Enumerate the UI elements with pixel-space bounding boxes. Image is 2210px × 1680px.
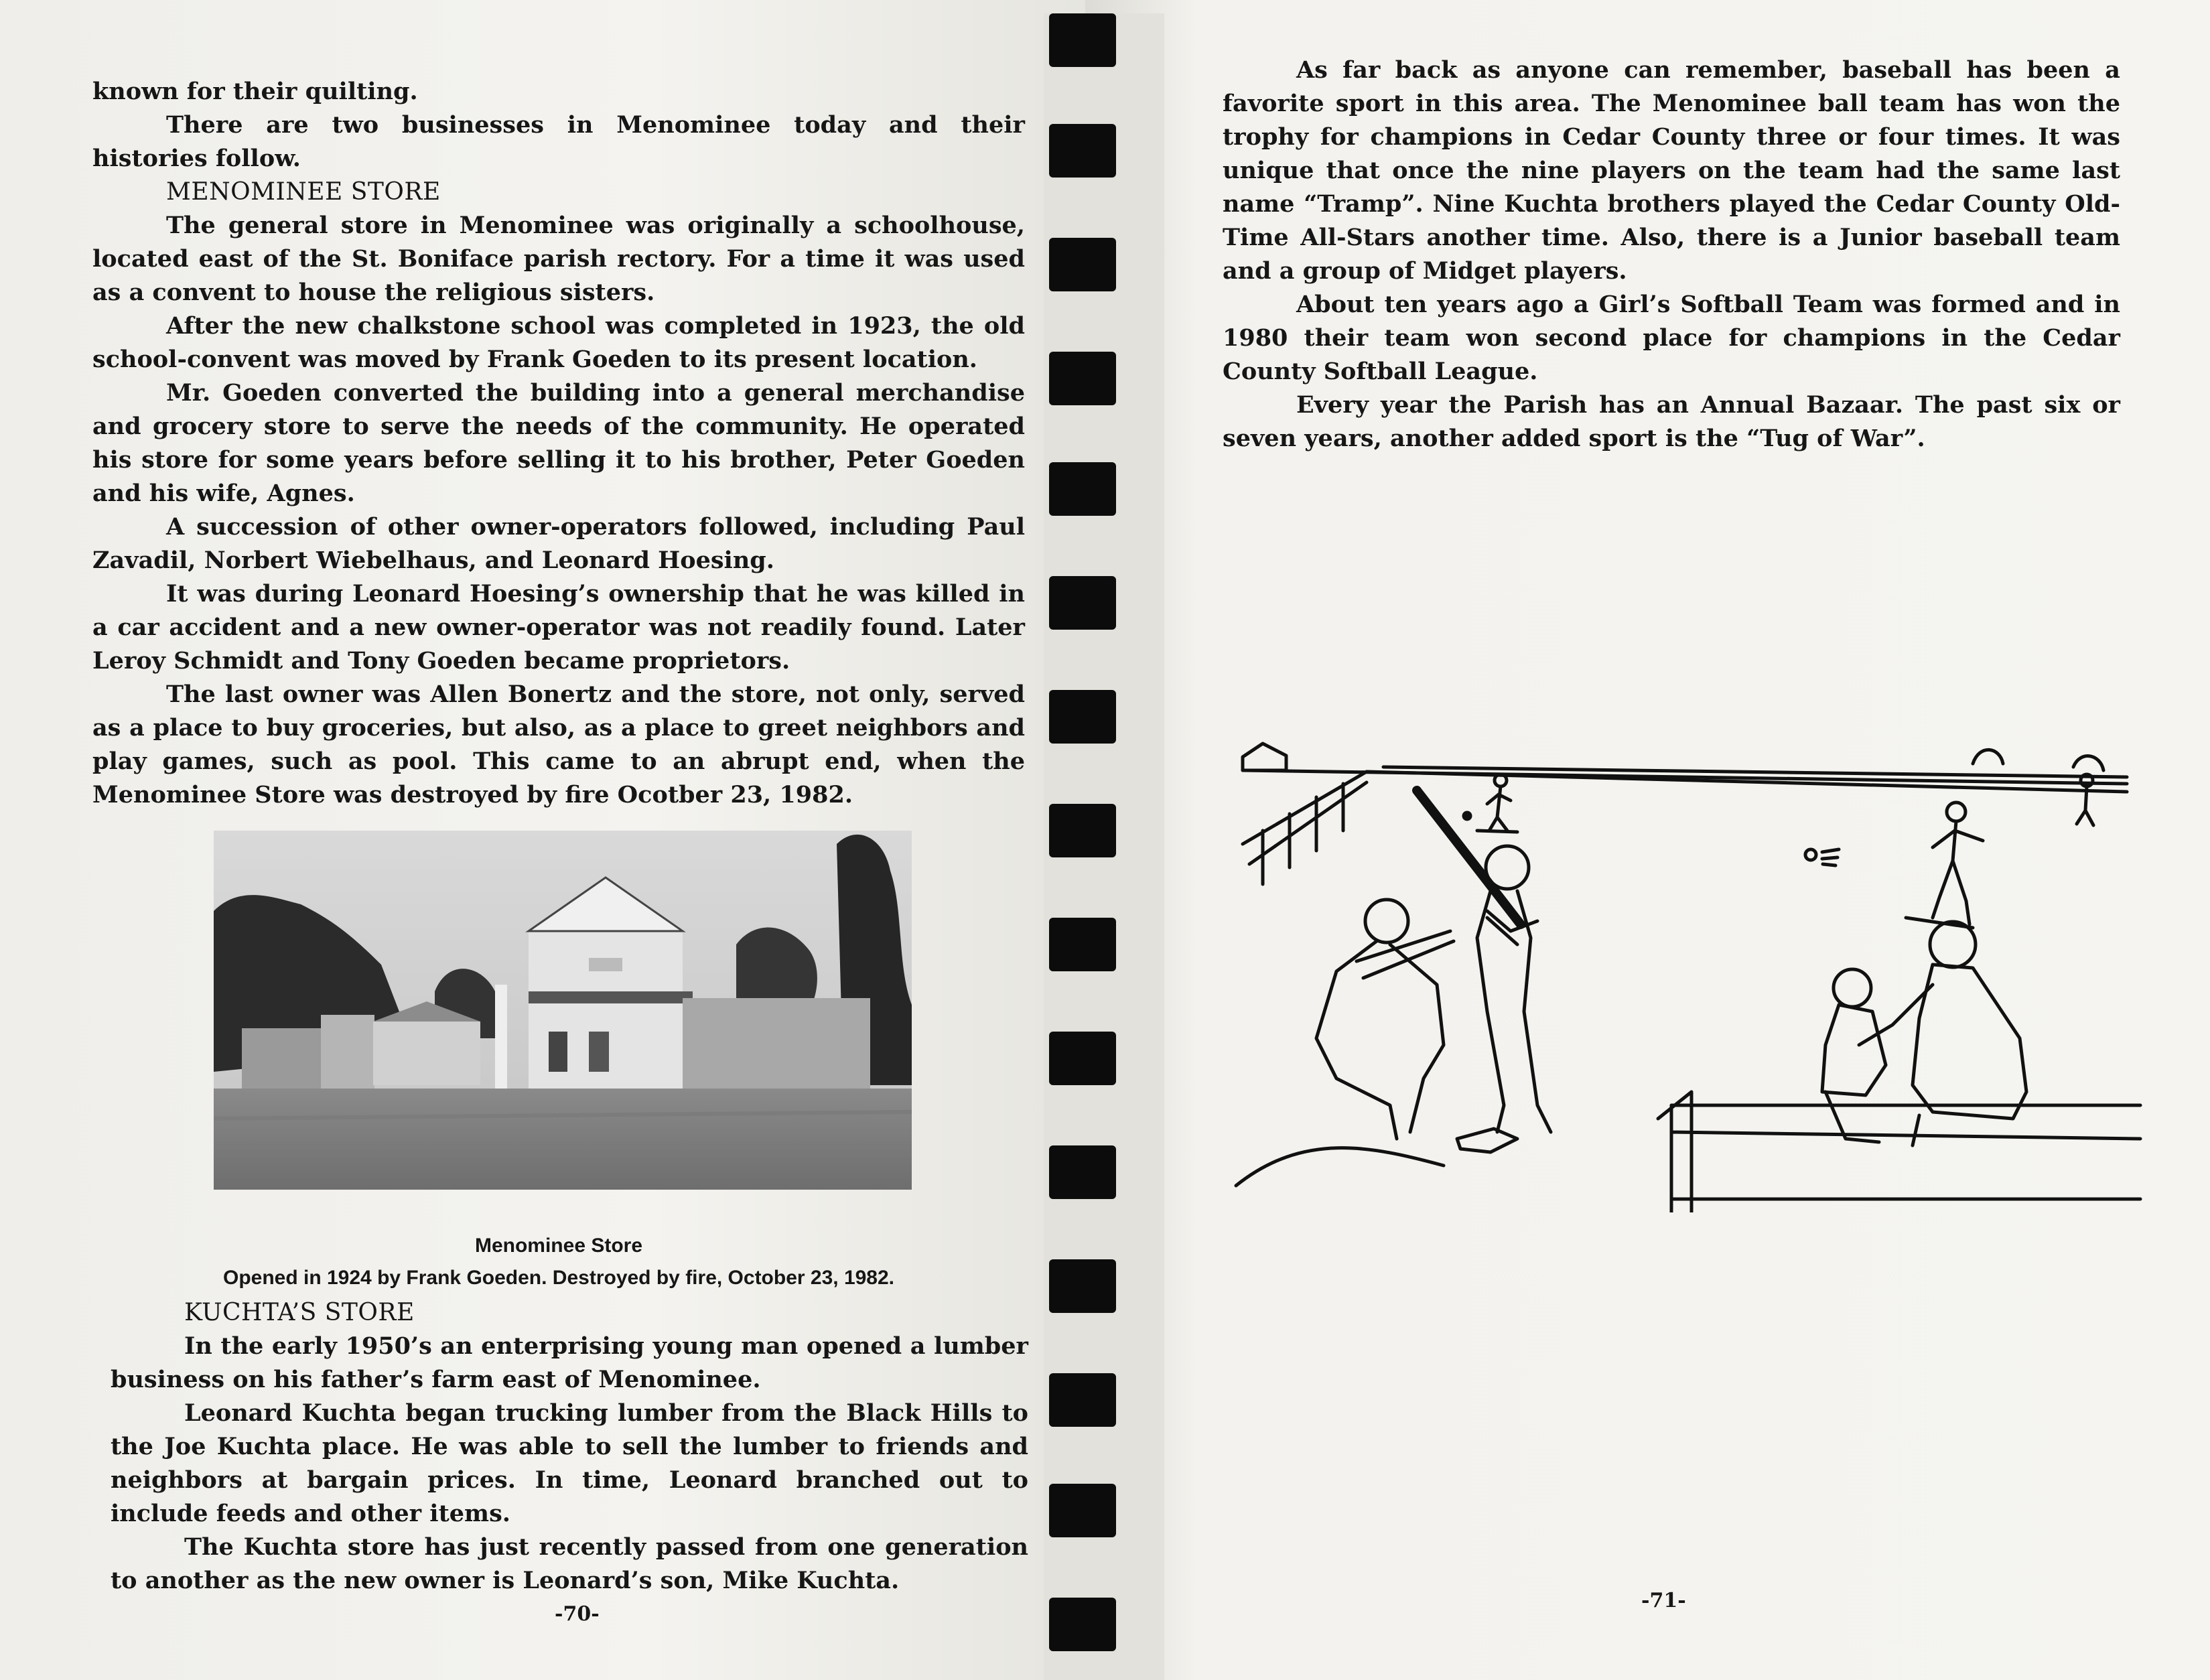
photo-caption (92, 1230, 1025, 1294)
paragraph: About ten years ago a Girl’s Softball Team was formed and in 1980 their team won second place for champions in the Cedar County Softball League. (1223, 291, 2120, 385)
paragraph: In the early 1950’s an enterprising young man opened a lumber business on his father’s farm east of Menominee. (111, 1332, 1028, 1393)
paragraph: Mr. Goeden converted the building into a general merchandise and grocery store to serve the needs of the community. He operated his store for some years before selling it to his brother, Peter Goeden and his wife, Agnes. (92, 379, 1025, 507)
menominee-store-photo (214, 831, 912, 1190)
baseball-illustration (1223, 730, 2147, 1212)
heading-menominee-store: MENOMINEE STORE (166, 178, 441, 206)
paragraph: known for their quilting. (92, 78, 418, 105)
right-text-column (1223, 54, 2120, 456)
caption-text: Opened in 1924 by Frank Goeden. Destroyed by fire, October 23, 1982. (222, 1267, 895, 1289)
paragraph: The Kuchta store has just recently passed from one generation to another as the new owner is Leonard’s son, Mike Kuchta. (111, 1533, 1028, 1594)
paragraph: As far back as anyone can remember, baseball has been a favorite sport in this area. The Menominee ball team has won the trophy for champions in Cedar County three or four times. It was unique that once the nine players on the team had the same last name “Tramp”. Nine Kuchta brothers played the Cedar County Old-Time All-Stars another time. Also, there is a Junior baseball team and a group of Midget players. (1223, 56, 2120, 285)
right-page (1085, 0, 2210, 1680)
paragraph: The general store in Menominee was originally a schoolhouse, located east of the St. Boniface parish rectory. For a time it was used as a convent to house the religious sisters. (92, 212, 1025, 306)
left-text-column (92, 75, 1025, 812)
paragraph: There are two businesses in Menominee today and their histories follow. (92, 111, 1025, 172)
paragraph: Leonard Kuchta began trucking lumber from the Black Hills to the Joe Kuchta place. He was able to sell the lumber to friends and neighbors at bargain prices. In time, Leonard branched out to include feeds and other items. (111, 1399, 1028, 1527)
caption-title: Menominee Store (474, 1235, 643, 1257)
page-number-right: -71- (1641, 1589, 1686, 1612)
paragraph: It was during Leonard Hoesing’s ownership that he was killed in a car accident and a new owner-operator was not readily found. Later Leroy Schmidt and Tony Goeden became proprietors. (92, 580, 1025, 675)
paragraph: After the new chalkstone school was completed in 1923, the old school-convent was moved by Frank Goeden to its present location. (92, 312, 1025, 373)
paragraph: Every year the Parish has an Annual Bazaar. The past six or seven years, another added sport is the “Tug of War”. (1223, 391, 2120, 452)
heading-kuchtas-store: KUCHTA’S STORE (184, 1299, 415, 1326)
paragraph: A succession of other owner-operators followed, including Paul Zavadil, Norbert Wiebelhaus, and Leonard Hoesing. (92, 513, 1025, 574)
paragraph: The last owner was Allen Bonertz and the store, not only, served as a place to buy groceries, but also, as a place to greet neighbors and play games, such as pool. This came to an abrupt end, when the Menominee Store was destroyed by fire Ocotber 23, 1982. (92, 681, 1025, 809)
left-text-column-lower (111, 1296, 1028, 1598)
left-page (0, 0, 1085, 1680)
page-number-left: -70- (555, 1602, 600, 1626)
spiral-binding (1044, 0, 1164, 1680)
